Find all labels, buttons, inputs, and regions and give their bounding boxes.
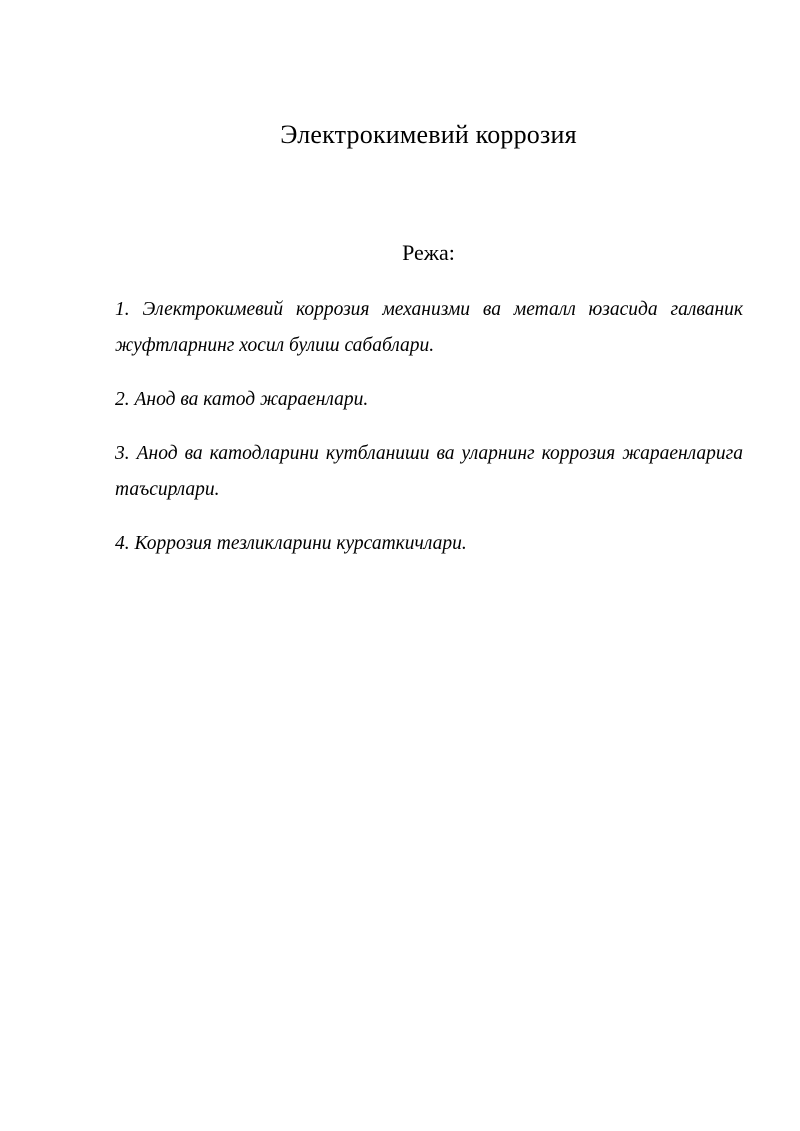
plan-heading: Режа: [402, 240, 455, 265]
plan-item-4: 4. Коррозия тезликларини курсаткичлари. [115, 533, 467, 554]
plan-item-1: 1. Электрокимевий коррозия механизми ва металл юзасида галваник жуфтларнинг хосил булиш сабаблари. [115, 299, 743, 356]
plan-list [115, 292, 743, 580]
plan-item-3: 3. Анод ва катодларини кутбланиши ва уларнинг коррозия жараенларига таъсирлари. [115, 443, 743, 500]
plan-item-2: 2. Анод ва катод жараенлари. [115, 389, 369, 410]
document-title: Электрокимевий коррозия [280, 120, 577, 149]
